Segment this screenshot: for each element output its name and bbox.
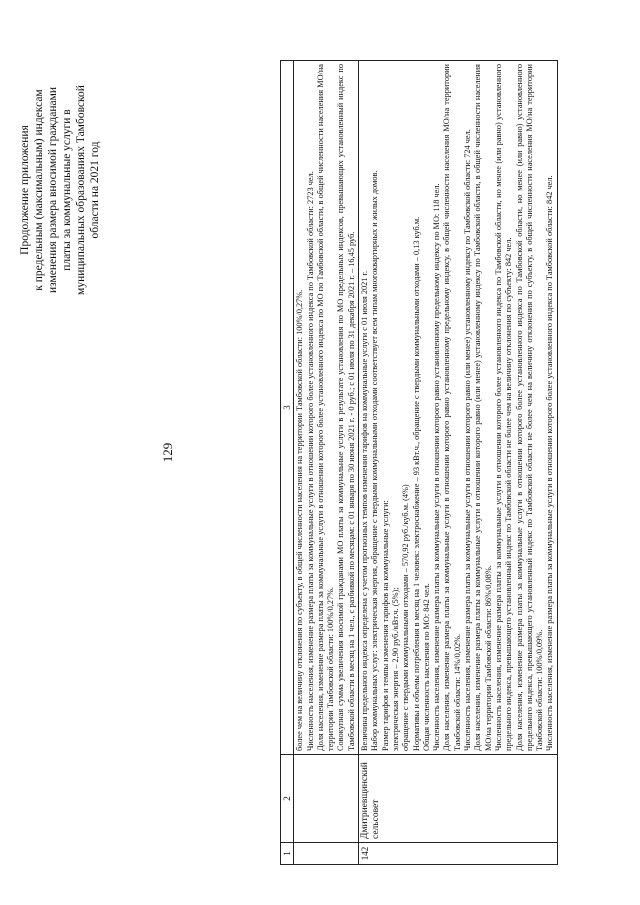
heading-line: к предельным (максимальным) индексам xyxy=(33,89,45,291)
details-paragraph: обращение с твердыми коммунальными отходами – 570,92 руб./куб.м. (4%) xyxy=(401,484,411,751)
details-paragraph: Доля населения, изменение размера платы за коммунальные услуги в отношении которого более установленного индекса по МО по Тамбовской области, в общей численности населения МО/на территории Тамбовской области: 100%/0,27%. xyxy=(315,64,336,751)
row-details-cell xyxy=(359,61,558,755)
header-cell-3: 3 xyxy=(281,61,294,755)
table-header-row xyxy=(281,61,294,865)
table-row-continuation xyxy=(294,61,359,865)
details-paragraph: Численность населения, изменение размера платы за коммунальные услуги в отношении которого более установленного индекса по Тамбовской области: 2723 чел. xyxy=(305,171,315,751)
header-cell-2: 2 xyxy=(281,755,294,843)
details-paragraph: Набор коммунальных услуг: электрическая энергия, обращение с твердыми коммунальными отходами соответствует всем типам многоквартирных и жилых домов. xyxy=(370,170,380,751)
heading-line: области на 2021 год xyxy=(89,141,101,239)
details-paragraph: Численность населения, изменение размера платы за коммунальные услуги в отношении которого более установленного индекса по Тамбовской области: 842 чел. xyxy=(545,175,555,751)
row-name-cell xyxy=(294,755,359,843)
details-paragraph: Доля населения, изменение размера платы за коммунальные услуги в отношении которого равно установленному предельному индексу, в общей численности населения МО/на территории Тамбовской области: 14%/0,02%. xyxy=(442,64,462,751)
appendix-heading xyxy=(18,20,102,360)
details-paragraph: Общая численность населения по МО: 842 чел. xyxy=(421,583,431,751)
row-number-cell xyxy=(294,843,359,865)
table-row-142 xyxy=(359,61,558,865)
header-cell-1: 1 xyxy=(281,843,294,865)
details-paragraph: Величина предельного индекса определена с учетом прогнозных темпов изменения тарифов на коммунальные услуги с 01 июля 2021 г. xyxy=(360,270,370,751)
details-paragraph: Численность населения, изменение размера платы за коммунальные услуги в отношении которого равно установленному предельному индексу по МО: 118 чел. xyxy=(432,183,442,751)
details-paragraph: Нормативы и объемы потребления в месяц на 1 человек: электроснабжение – 93 кВт.ч., обращение с твердыми коммунальными отходами – 0,13 куб.м. xyxy=(411,216,421,751)
heading-line: муниципальных образованиях Тамбовской xyxy=(75,85,87,295)
details-paragraph: более чем на величину отклонения по субъекту, в общей численности населения на территории Тамбовской области: 100%/0,27%. xyxy=(295,289,305,751)
details-paragraph: Доля населения, изменение размера платы за коммунальные услуги в отношении которого более установленного индекса по Тамбовской области, но менее (или равно) установленного предельного индекса, превышающего установленный индекс по Тамбовской области не более чем на величину отклонения по субъекту, в общей численности населения МО/на территории Тамбовской области: 100%/0,09%. xyxy=(514,64,545,751)
details-paragraph: Численность населения, изменение размера платы за коммунальные услуги в отношении которого равно (или менее) установленному индексу по Тамбовской области: 724 чел. xyxy=(463,129,473,751)
heading-line: Продолжение приложения xyxy=(19,125,31,255)
row-name-cell: Дмитриевщинский сельсовет xyxy=(359,755,558,843)
indices-table xyxy=(280,60,558,865)
heading-line: изменения размера вносимой гражданами xyxy=(47,86,59,294)
details-paragraph: Численность населения, изменение размера платы за коммунальные услуги в отношении которого более установленного индекса по Тамбовской области, но менее (или равно) установленного предельного индекса, превышающего установленный индекс по Тамбовской области не более чем на величину отклонения по субъекту: 842 чел. xyxy=(493,64,514,751)
page-number: 129 xyxy=(160,442,175,463)
details-paragraph: электрическая энергия – 2,90 руб./кВт.ч. (5%); xyxy=(390,587,400,751)
row-number-cell: 142 xyxy=(359,843,558,865)
details-paragraph: Размер тарифов и темпы изменения тарифов на коммунальные услуги: xyxy=(380,500,390,751)
heading-line: платы за коммунальные услуги в xyxy=(61,109,73,271)
row-details-cell xyxy=(294,61,359,755)
details-paragraph: Совокупная сумма увеличения вносимой гражданами МО платы за коммунальные услуги в результате установления по МО предельных индексов, превышающих установленный индекс по Тамбовской области в месяц на 1 чел., с разбивкой по месяцам: с 01 января по 30 июня 2021 г. - 0 руб.; с 01 июля по 31 декабря 2021 г. – 16,45 руб. xyxy=(336,64,356,751)
details-paragraph: Доля населения, изменение размера платы за коммунальные услуги в отношении которого равно (или менее) установленному индексу по Тамбовской области, в общей численности населения МО/на территории Тамбовской области: 86%/0,08%. xyxy=(473,64,493,751)
